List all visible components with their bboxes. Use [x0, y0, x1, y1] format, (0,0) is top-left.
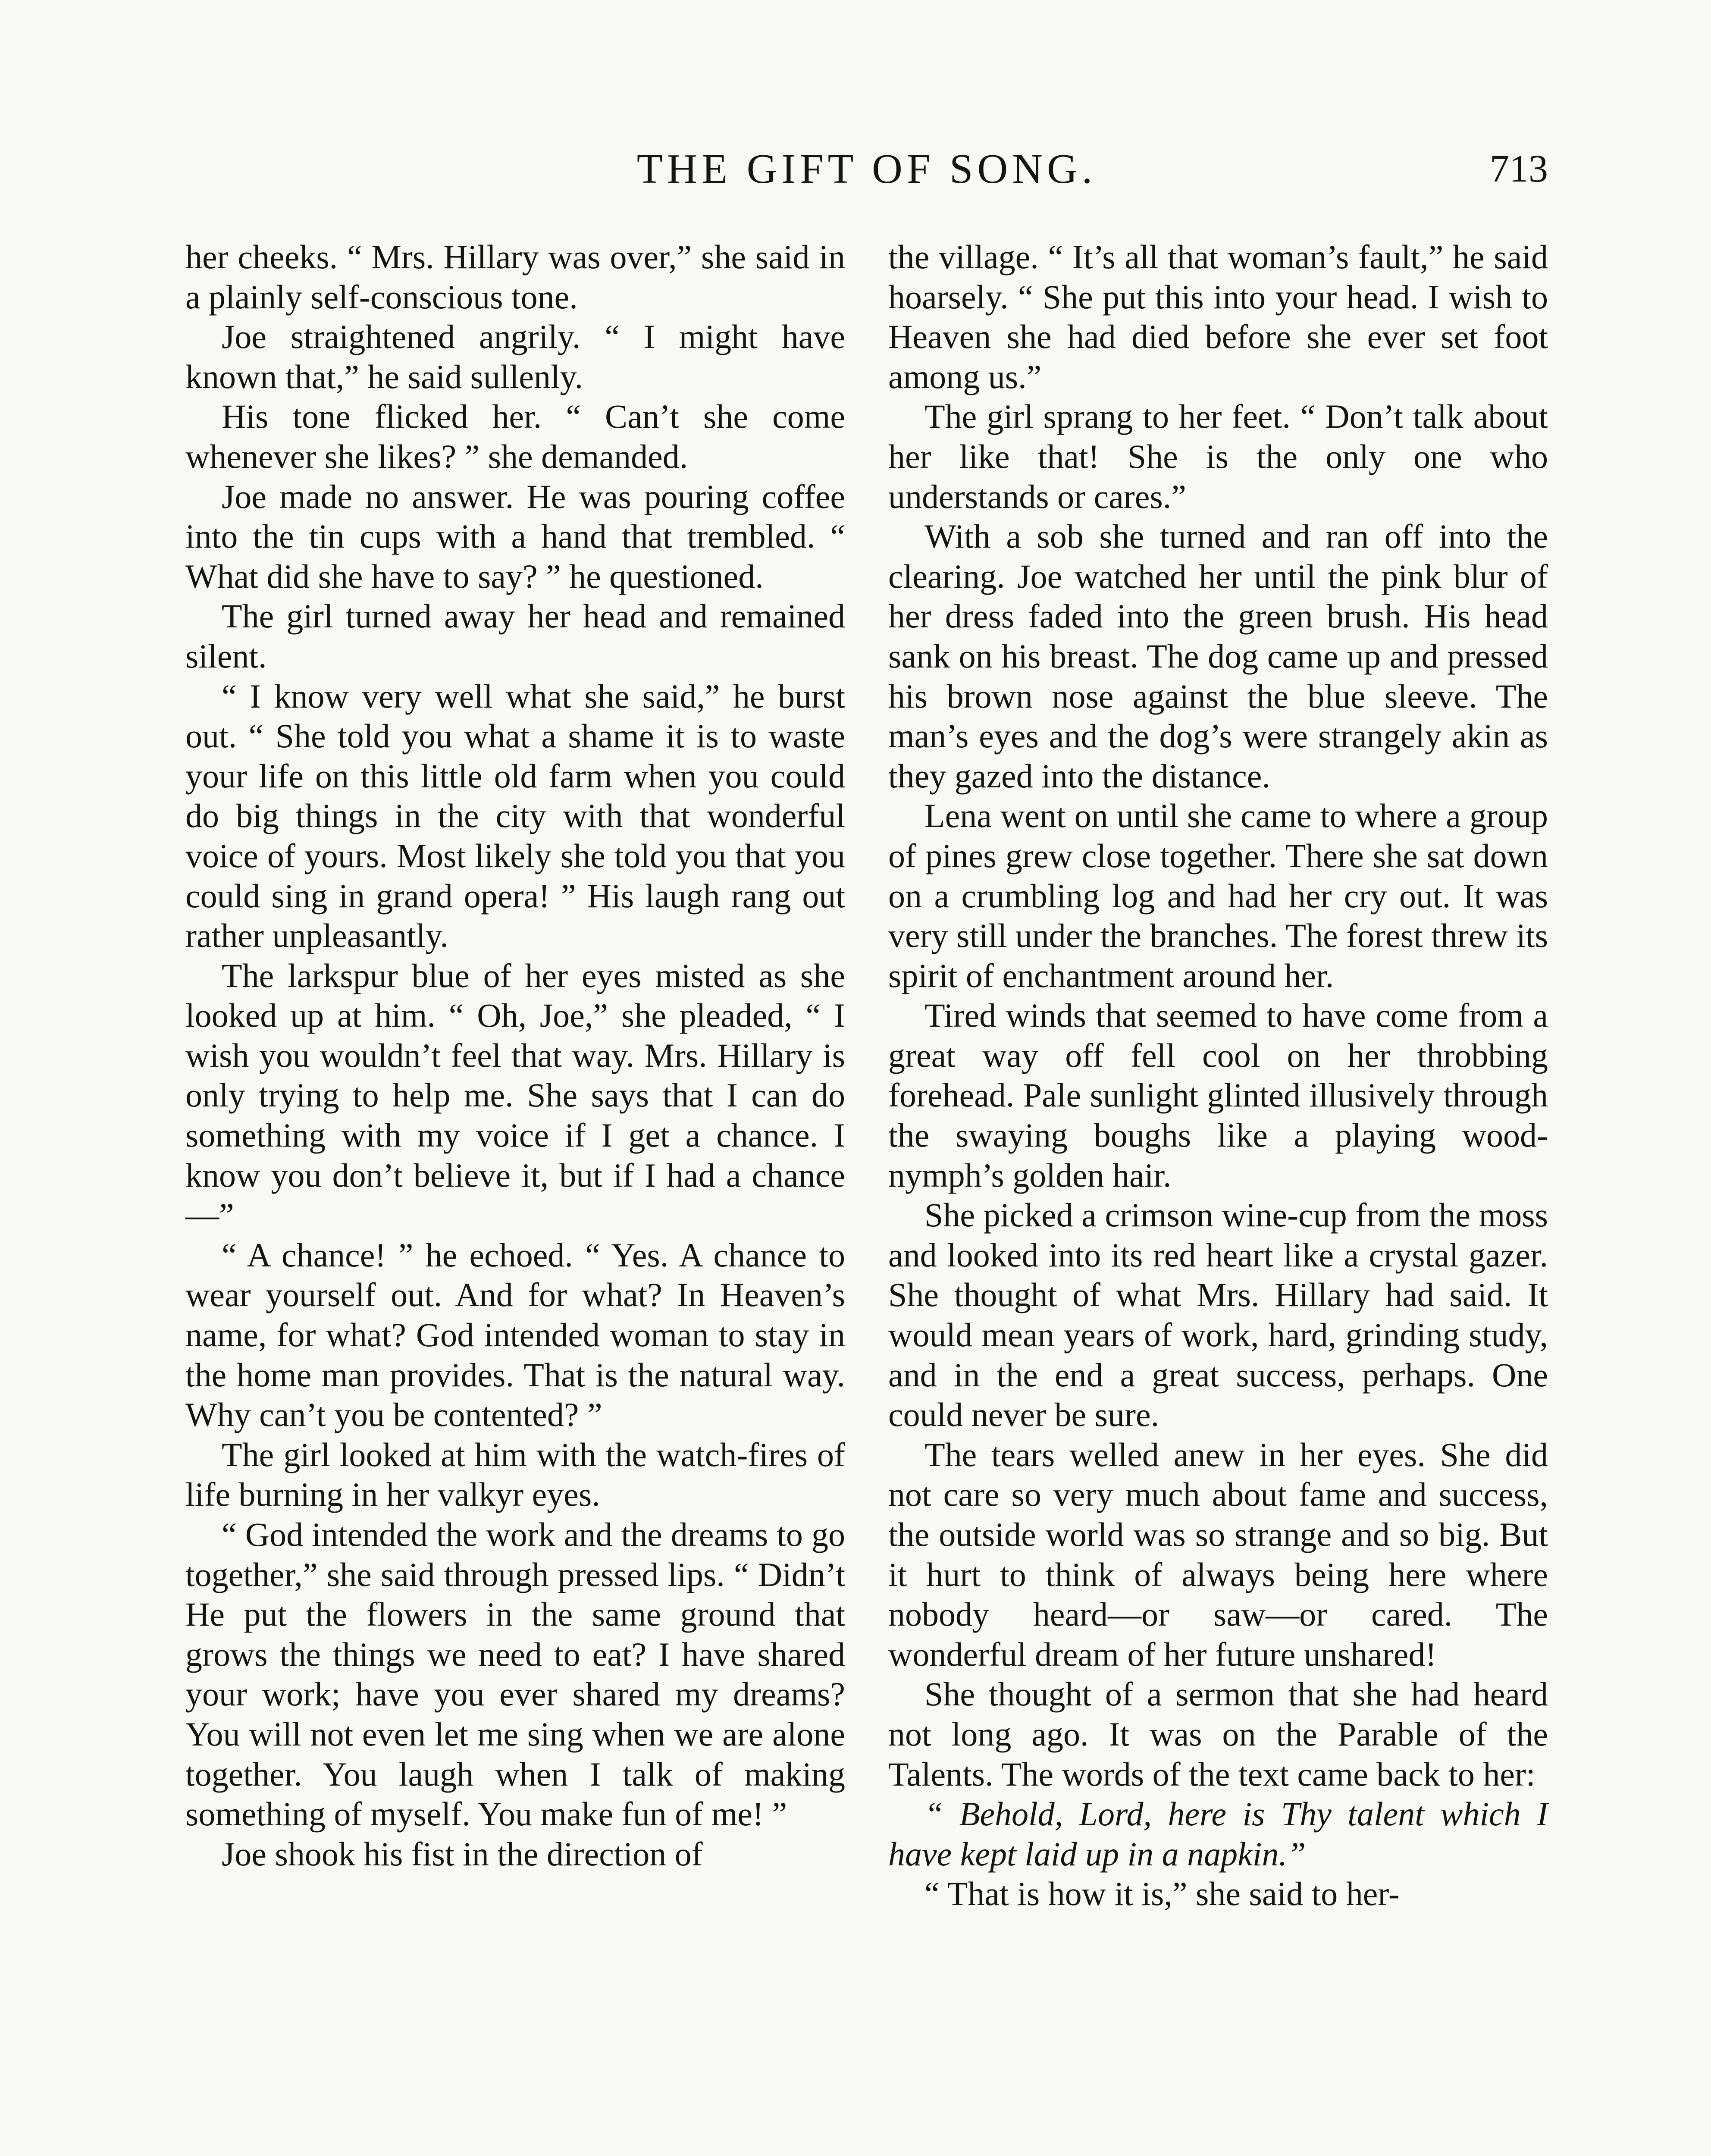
- paragraph: her cheeks. “ Mrs. Hillary was over,” she said in a plainly self-conscious tone.: [185, 238, 845, 316]
- paragraph: Joe shook his fist in the direction of: [222, 1835, 703, 1873]
- running-header: [185, 143, 1548, 195]
- paragraph: The girl looked at him with the watch-fires of life burning in her valkyr eyes.: [185, 1435, 845, 1514]
- paragraph: Joe made no answer. He was pouring coffee into the tin cups with a hand that trembled. “ What did she have to say? ” he questioned.: [185, 477, 845, 595]
- paragraph: “ God intended the work and the dreams to go together,” she said through pressed lips. “ Didn’t He put the flowers in the same ground that grows the things we need to eat? I have shared your work; have you ever shared my dreams? You will not even let me sing when we are alone together. You laugh when I talk of making something of myself. You make fun of me! ”: [185, 1516, 845, 1833]
- scripture-quote: “ Behold, Lord, here is Thy talent which I have kept laid up in a napkin.”: [888, 1795, 1548, 1873]
- paragraph: With a sob she turned and ran off into the clearing. Joe watched her until the pink blur of her dress faded into the green brush. His head sank on his breast. The dog came up and pressed his brown nose against the blue sleeve. The man’s eyes and the dog’s were strangely akin as they gazed into the distance.: [888, 517, 1548, 795]
- paragraph: Tired winds that seemed to have come from a great way off fell cool on her throbbing forehead. Pale sunlight glinted illusively through the swaying boughs like a playing wood-nymph’s golden hair.: [888, 997, 1548, 1194]
- paragraph: His tone flicked her. “ Can’t she come whenever she likes? ” she demanded.: [185, 398, 845, 475]
- paragraph: The girl turned away her head and remained silent.: [185, 597, 845, 675]
- paragraph: “ I know very well what she said,” he burst out. “ She told you what a shame it is to waste your life on this little old farm when you could do big things in the city with that wonderful voice of yours. Most likely she told you that you could sing in grand opera! ” His laugh rang out rather unpleasantly.: [185, 677, 845, 955]
- paragraph: Joe straightened angrily. “ I might have known that,” he said sullenly.: [185, 318, 845, 395]
- paragraph: Lena went on until she came to where a group of pines grew close together. There she sat down on a crumbling log and had her cry out. It was very still under the branches. The forest threw its spirit of enchantment around her.: [888, 797, 1548, 994]
- running-title: THE GIFT OF SONG.: [636, 146, 1097, 192]
- left-column: [185, 237, 845, 1874]
- paragraph: She thought of a sermon that she had heard not long ago. It was on the Parable of the Talents. The words of the text came back to her:: [888, 1675, 1548, 1793]
- paragraph: The larkspur blue of her eyes misted as she looked up at him. “ Oh, Joe,” she pleaded, “ I wish you wouldn’t feel that way. Mrs. Hillary is only trying to help me. She says that I can do something with my voice if I get a chance. I know you don’t believe it, but if I had a chance—”: [185, 956, 845, 1234]
- paragraph: “ A chance! ” he echoed. “ Yes. A chance to wear yourself out. And for what? In Heaven’s name, for what? God intended woman to stay in the home man provides. That is the natural way. Why can’t you be contented? ”: [185, 1236, 845, 1434]
- paragraph: “ That is how it is,” she said to her-: [924, 1875, 1400, 1913]
- paragraph: the village. “ It’s all that woman’s fault,” he said hoarsely. “ She put this into your head. I wish to Heaven she had died before she ever set foot among us.”: [888, 238, 1548, 395]
- right-column: [888, 237, 1548, 1914]
- paragraph: She picked a crimson wine-cup from the moss and looked into its red heart like a crystal gazer. She thought of what Mrs. Hillary had said. It would mean years of work, hard, grinding study, and in the end a great success, perhaps. One could never be sure.: [888, 1196, 1548, 1434]
- page-number: 713: [1490, 147, 1548, 190]
- paragraph: The tears welled anew in her eyes. She did not care so very much about fame and success, the outside world was so strange and so big. But it hurt to think of always being here where nobody heard—or saw—or cared. The wonderful dream of her future unshared!: [888, 1435, 1548, 1673]
- paragraph: The girl sprang to her feet. “ Don’t talk about her like that! She is the only one who understands or cares.”: [888, 398, 1548, 515]
